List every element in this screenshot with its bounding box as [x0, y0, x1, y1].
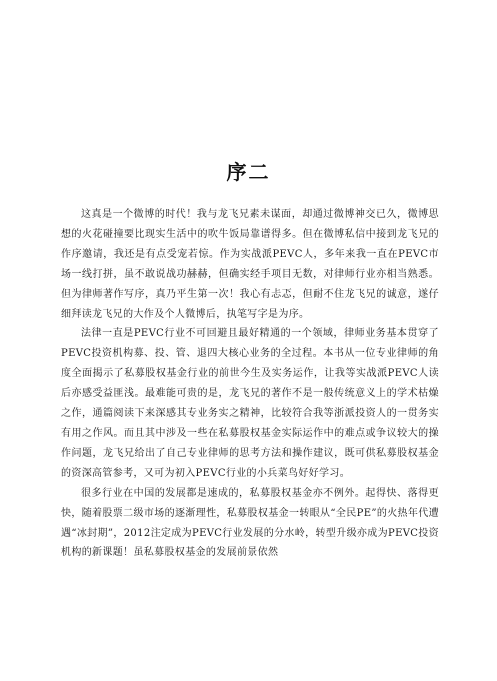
page-title: 序二: [226, 160, 271, 184]
paragraph-3: 很多行业在中国的发展都是速成的，私募股权基金亦不例外。起得快、落得更快，随着股票二级市场的逐渐理性，私募股权基金一转眼从“全民PE”的火热年代遭遇“冰封期”，2012注定成为PEVC行业发展的分水岭，转型升级亦成为PEVC投资机构的新课题！虽私募股权基金的发展前景依然: [61, 487, 439, 559]
paragraph-2: 法律一直是PEVC行业不可回避且最好精通的一个领域，律师业务基本贯穿了PEVC投资机构募、投、管、退四大核心业务的全过程。本书从一位专业律师的角度全面揭示了私募股权基金行业的前世今生及实务运作，让我等实战派PEVC人读后亦感受益匪浅。最难能可贵的是，龙飞兄的著作不是一般传统意义上的学术枯燥之作，通篇阅读下来深感其专业务实之精神，比较符合我等浙派投资人的一贯务实有用之作风。而且其中涉及一些在私募股权基金实际运作中的难点或争议较大的操作问题，龙飞兄给出了自己专业律师的思考方法和操作建议，既可供私募股权基金的资深高管参考，又可为初入PEVC行业的小兵菜鸟好好学习。: [61, 328, 439, 479]
paragraph-1: 这真是一个微博的时代！我与龙飞兄素未谋面，却通过微博神交已久，微博思想的火花碰撞要比现实生活中的吹牛饭局靠谱得多。但在微博私信中接到龙飞兄的作序邀请，我还是有点受宠若惊。作为实战派PEVC人，多年来我一直在PEVC市场一线打拼，虽不敢说战功赫赫，但确实经手项目无数，对律师行业亦相当熟悉。但为律师著作写序，真乃平生第一次！我心有忐忑，但耐不住龙飞兄的诚意，遂仔细拜读龙飞兄的大作及个人微博后，执笔写字是为序。: [61, 209, 439, 320]
document-body: [61, 205, 439, 563]
